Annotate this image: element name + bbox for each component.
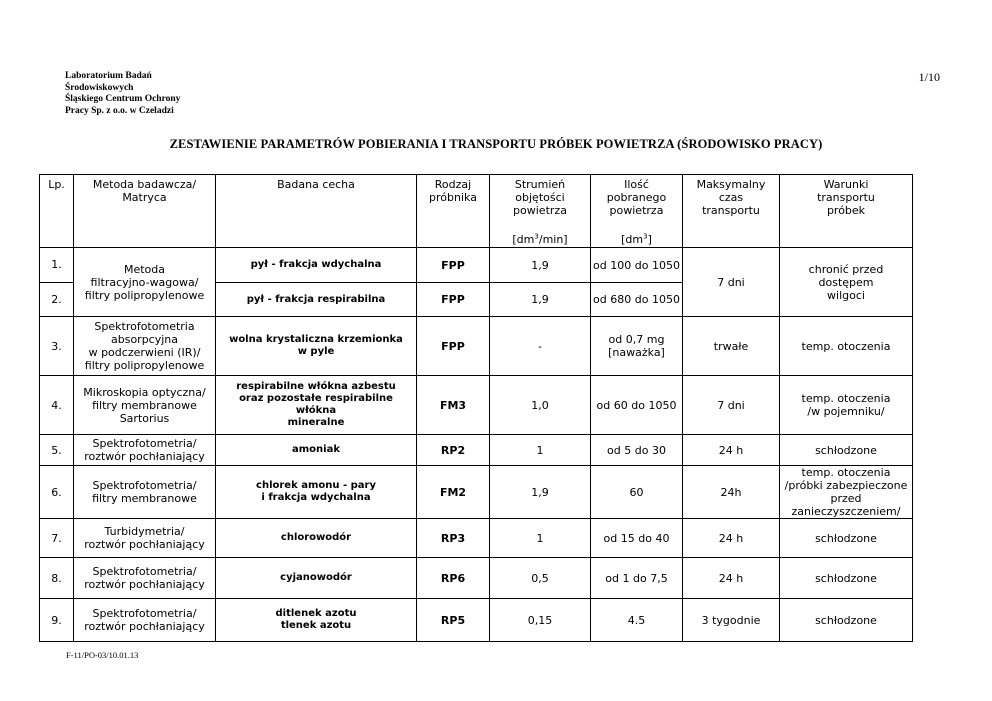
cell-feature: cyjanowodór [216,558,417,599]
cell-sampler: RP2 [417,435,490,466]
cell-method [74,519,216,558]
unit-text: [dm [621,233,644,246]
cell-flow: 1 [490,519,591,558]
cell-line: w pyle [297,346,335,357]
cell-line: ditlenek azotu [275,608,357,619]
header-transport-time [683,175,780,248]
cell-line: chronić przed dostępem [808,262,884,289]
cell-amount: od 1 do 7,5 [591,558,683,599]
cell-line: filtracyjno-wagowa/ [90,275,199,289]
cell-line: filtry polipropylenowe [84,359,205,372]
cell-transport-time: 24 h [683,558,780,599]
header-text: transportu [702,204,760,217]
header-conditions [780,175,913,248]
header-flow [490,175,591,231]
unit-superscript: 3 [643,232,648,241]
table-row [40,558,913,599]
cell-sampler: FPP [417,317,490,376]
cell-transport-time: 24 h [683,519,780,558]
header-text: transportu [817,191,875,204]
cell-method [74,435,216,466]
cell-line: Spektrofotometria/ [92,479,197,492]
header-text: objętości [515,191,565,204]
header-lp [40,175,74,248]
document-title: ZESTAWIENIE PARAMETRÓW POBIERANIA I TRANSPORTU PRÓBEK POWIETRZA (ŚRODOWISKO PRACY) [169,137,823,151]
cell-lp: 5. [40,435,74,466]
cell-conditions: schłodzone [780,558,913,599]
header-sampler [417,175,490,248]
cell-flow: - [490,317,591,376]
cell-line: oraz pozostałe respirabilne włókna [239,393,393,416]
table-row [40,519,913,558]
cell-flow: 1,9 [490,248,591,283]
org-line: Środowiskowych [65,82,134,93]
header-text: Metoda badawcza/ [92,178,197,191]
cell-line: Turbidymetria/ [104,525,185,538]
cell-sampler: FPP [417,283,490,317]
cell-method [74,248,216,317]
cell-lp: 8. [40,558,74,599]
cell-line: [naważka] [608,346,665,359]
header-text: Matryca [122,191,167,204]
cell-line: respirabilne włókna azbestu [236,381,396,392]
org-line: Śląskiego Centrum Ochrony [65,94,181,104]
cell-line: roztwór pochłaniający [84,538,205,551]
cell-line: wilgoci [827,288,865,302]
cell-sampler: FPP [417,248,490,283]
cell-flow: 1,9 [490,283,591,317]
cell-amount: od 100 do 1050 [591,248,683,283]
form-code: F-11/PO-03/10.01.13 [66,650,139,660]
cell-line: w podczerwieni (IR)/ [88,346,201,359]
cell-conditions [780,466,913,519]
cell-feature: pył - frakcja wdychalna [216,248,417,283]
table-row [40,599,913,642]
cell-transport-time: 24 h [683,435,780,466]
cell-line: roztwór pochłaniający [84,578,205,591]
header-text: powietrza [513,204,567,217]
header-text: Rodzaj [434,178,472,191]
cell-line: roztwór pochłaniający [84,450,205,463]
header-text: próbnika [429,191,477,204]
table-row [40,466,913,519]
cell-amount: od 5 do 30 [591,435,683,466]
cell-sampler: FM2 [417,466,490,519]
cell-lp: 6. [40,466,74,519]
cell-feature: amoniak [216,435,417,466]
unit-superscript: 3 [534,232,539,241]
cell-transport-time: trwałe [683,317,780,376]
cell-flow: 1,0 [490,376,591,435]
cell-lp: 4. [40,376,74,435]
cell-amount [591,317,683,376]
cell-method [74,317,216,376]
table-header-row [40,175,913,231]
cell-transport-time: 7 dni [683,248,780,317]
header-text: powietrza [609,204,664,217]
cell-line: przed zanieczyszczeniem/ [791,492,901,518]
cell-feature [216,376,417,435]
cell-method [74,376,216,435]
table-row [40,317,913,376]
header-amount [591,175,683,231]
cell-line: Sartorius [119,411,170,425]
cell-line: od 0,7 mg [608,333,665,346]
cell-lp: 1. [40,248,74,283]
cell-feature [216,317,417,376]
cell-conditions [780,248,913,317]
cell-line: i frakcja wdychalna [261,492,371,503]
cell-lp: 3. [40,317,74,376]
cell-method [74,599,216,642]
cell-line: chlorek amonu - pary [256,480,376,491]
cell-sampler: RP5 [417,599,490,642]
header-text: Badana cecha [277,178,355,191]
cell-line: Spektrofotometria/ [92,607,197,620]
header-text: pobranego [606,191,667,204]
cell-line: Spektrofotometria/ [92,437,197,450]
header-text: Maksymalny czas [696,178,766,204]
cell-flow: 1 [490,435,591,466]
header-text: Strumień [514,178,566,191]
table-row [40,435,913,466]
org-line: Laboratorium Badań [65,71,152,81]
cell-line: temp. otoczenia [801,466,891,479]
amount-unit [591,231,683,248]
cell-transport-time: 3 tygodnie [683,599,780,642]
cell-lp: 9. [40,599,74,642]
table-row [40,248,913,283]
cell-feature [216,466,417,519]
cell-line: /w pojemniku/ [807,405,885,418]
cell-line: absorpcyjna [110,333,178,346]
table-row [40,376,913,435]
cell-sampler: RP6 [417,558,490,599]
cell-line: filtry polipropylenowe [84,288,205,302]
cell-conditions: schłodzone [780,599,913,642]
cell-line: /próbki zabezpieczone [784,479,908,492]
header-text: Ilość [624,178,649,191]
cell-amount: 60 [591,466,683,519]
cell-line: roztwór pochłaniający [84,620,205,633]
header-method [74,175,216,248]
unit-text: [dm [512,233,535,246]
cell-line: Spektrofotometria/ [92,565,197,578]
cell-amount: od 680 do 1050 [591,283,683,317]
header-text: Lp. [48,178,65,191]
cell-amount: 4.5 [591,599,683,642]
cell-line: Spektrofotometria [94,320,195,333]
cell-feature: pył - frakcja respirabilna [216,283,417,317]
cell-sampler: FM3 [417,376,490,435]
organization-name [65,71,180,117]
cell-amount: od 15 do 40 [591,519,683,558]
cell-amount: od 60 do 1050 [591,376,683,435]
cell-line: temp. otoczenia [801,392,891,405]
cell-feature [216,599,417,642]
header-text: próbek [826,204,866,217]
cell-conditions: schłodzone [780,435,913,466]
cell-line: Mikroskopia optyczna/ [83,385,206,399]
flow-unit [490,231,591,248]
cell-conditions: schłodzone [780,519,913,558]
cell-method [74,558,216,599]
cell-conditions: temp. otoczenia [780,317,913,376]
cell-conditions [780,376,913,435]
cell-line: Metoda [123,262,166,276]
cell-lp: 7. [40,519,74,558]
cell-line: filtry membranowe [92,398,197,412]
header-text: Warunki [823,178,869,191]
cell-transport-time: 24h [683,466,780,519]
header-feature [216,175,417,248]
cell-method [74,466,216,519]
unit-text: /min] [538,233,568,246]
cell-lp: 2. [40,283,74,317]
cell-line: filtry membranowe [92,492,197,505]
cell-sampler: RP3 [417,519,490,558]
cell-line: wolna krystaliczna krzemionka [229,334,403,345]
cell-flow: 0,15 [490,599,591,642]
page-number: 1/10 [918,70,940,84]
parameters-table [39,174,913,642]
org-line: Pracy Sp. z o.o. w Czeladzi [65,105,174,116]
cell-line: tlenek azotu [280,620,352,631]
cell-line: mineralne [287,417,345,428]
cell-flow: 1,9 [490,466,591,519]
cell-flow: 0,5 [490,558,591,599]
unit-text: ] [647,233,652,246]
cell-transport-time: 7 dni [683,376,780,435]
cell-feature: chlorowodór [216,519,417,558]
